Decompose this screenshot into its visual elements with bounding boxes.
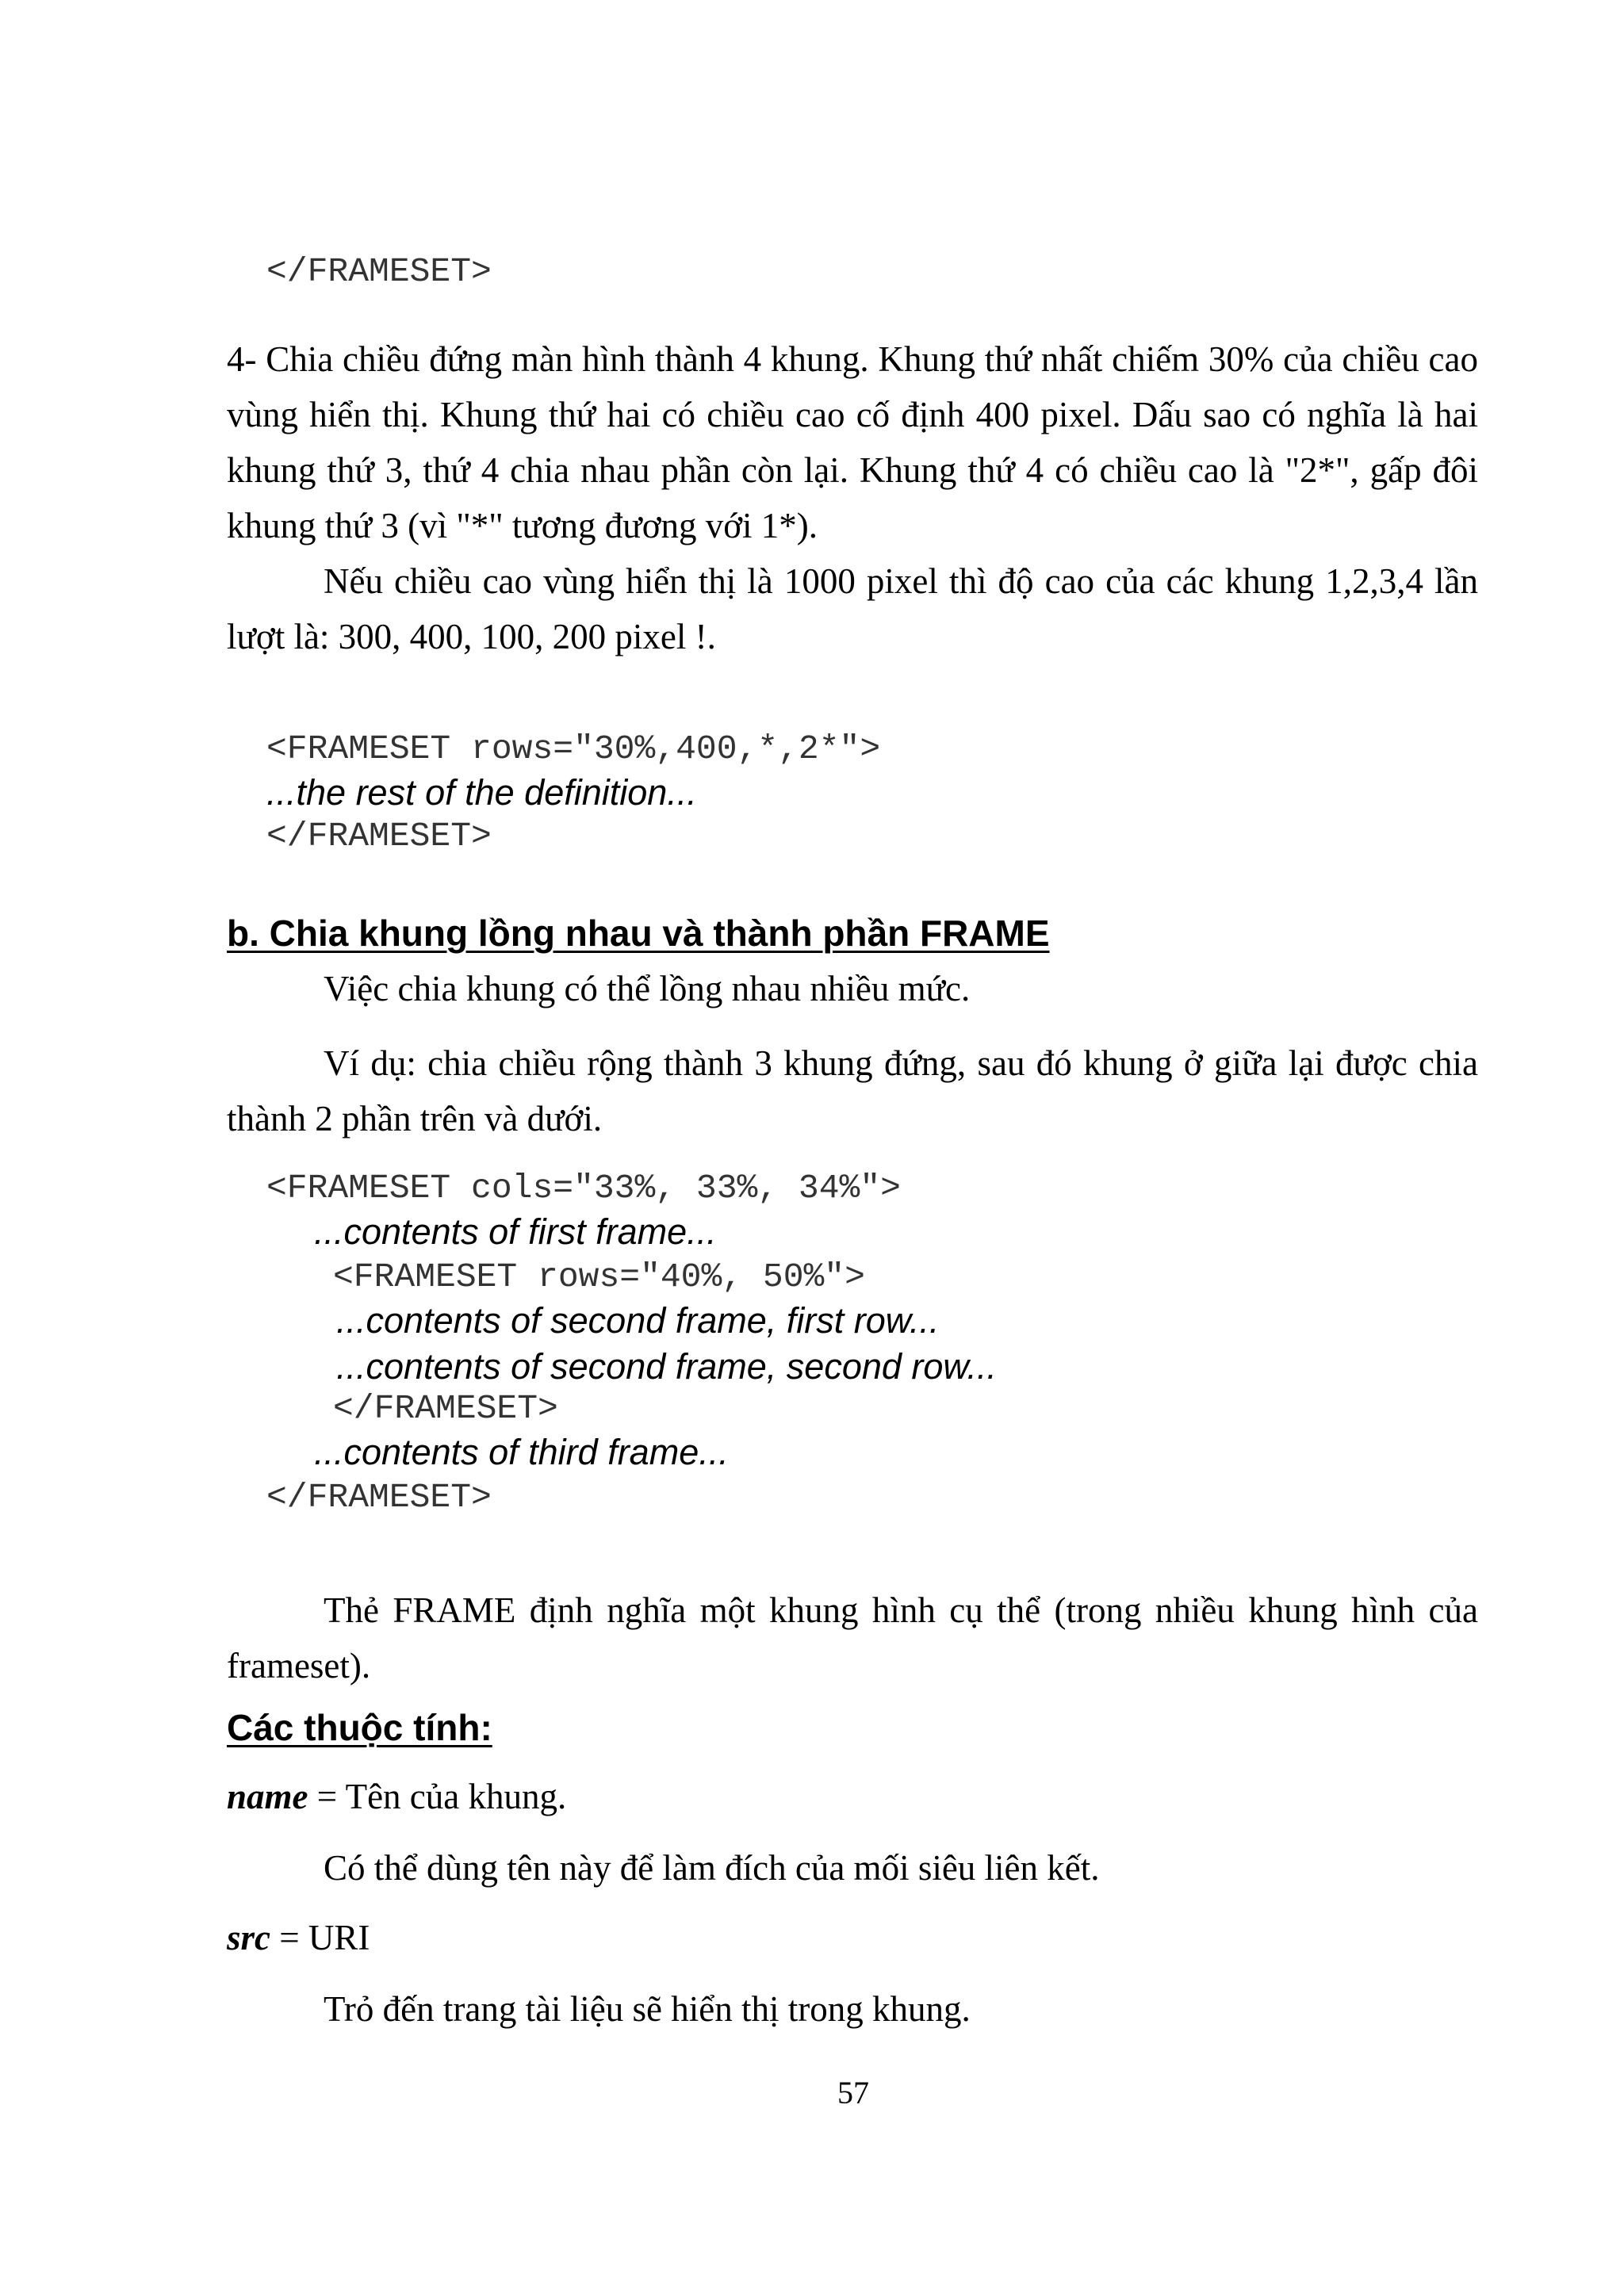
code2-line-3: <FRAMESET rows="40%, 50%"> [333,1257,865,1296]
code1-line-3: </FRAMESET> [266,817,492,855]
src-attribute-line [227,1917,370,1958]
name-attribute-label: name [227,1777,308,1816]
attributes-heading: Các thuộc tính: [227,1707,492,1748]
code2-line-5: ...contents of second frame, second row... [336,1346,997,1387]
code2-line-6: </FRAMESET> [333,1389,558,1428]
src-attribute-label: src [227,1918,270,1957]
name-attribute-value: = Tên của khung. [308,1777,567,1816]
code2-line-7: ...contents of third frame... [314,1432,729,1472]
section-b-heading: b. Chia khung lồng nhau và thành phần FRAME [227,913,1050,954]
frame-description: Thẻ FRAME định nghĩa một khung hình cụ thể (trong nhiều khung hình của frameset). [227,1590,1478,1686]
name-attribute-description: Có thể dùng tên này để làm đích của mối siêu liên kết. [324,1848,1100,1888]
page-number: 57 [837,2075,869,2110]
code1-line-1: <FRAMESET rows="30%,400,*,2*"> [266,729,881,768]
code2-line-8: </FRAMESET> [266,1478,492,1517]
name-attribute-line [227,1776,566,1817]
code-closing-tag: </FRAMESET> [266,252,492,291]
section-b-paragraph-2: Ví dụ: chia chiều rộng thành 3 khung đứng, sau đó khung ở giữa lại được chia thành 2 phần trên và dưới. [227,1043,1478,1138]
code2-line-4: ...contents of second frame, first row... [336,1300,940,1341]
src-attribute-description: Trỏ đến trang tài liệu sẽ hiển thị trong khung. [324,1989,971,2029]
item-4-paragraph: 4- Chia chiều đứng màn hình thành 4 khung. Khung thứ nhất chiếm 30% của chiều cao vùng hiển thị. Khung thứ hai có chiều cao cố định 400 pixel. Dấu sao có nghĩa là hai khung thứ 3, thứ 4 chia nhau phần còn lại. Khung thứ 4 có chiều cao là "2*", gấp đôi khung thứ 3 (vì "*" tương đương với 1*). [227,339,1478,545]
src-attribute-value: = URI [270,1918,370,1957]
code1-line-2: ...the rest of the definition... [266,772,697,813]
section-b-paragraph-1: Việc chia khung có thể lồng nhau nhiều mức. [324,969,971,1008]
code2-line-1: <FRAMESET cols="33%, 33%, 34%"> [266,1169,901,1207]
code2-line-2: ...contents of first frame... [314,1211,717,1252]
item-4-example-paragraph: Nếu chiều cao vùng hiển thị là 1000 pixel thì độ cao của các khung 1,2,3,4 lần lượt là: 300, 400, 100, 200 pixel !. [227,561,1478,656]
